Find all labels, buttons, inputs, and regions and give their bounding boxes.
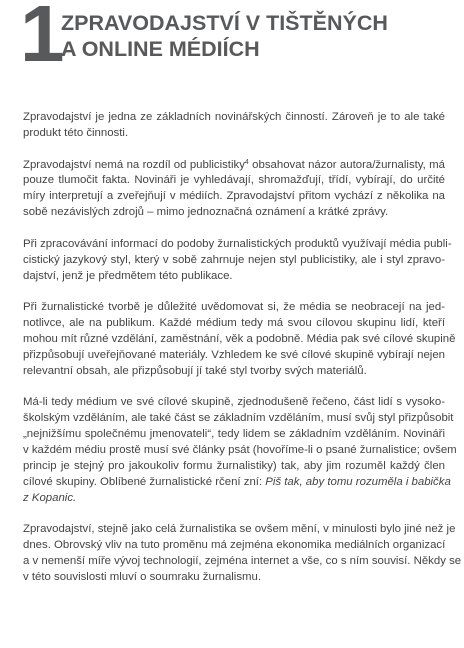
chapter-title — [61, 10, 451, 62]
text-line: produkt této činnosti. — [23, 126, 129, 139]
paragraph-3 — [23, 237, 452, 285]
paragraph-5 — [23, 395, 457, 506]
body-text — [23, 110, 462, 602]
text-line: dajství, jenž je předmětem této publikace. — [23, 269, 233, 282]
chapter-title-line-1: ZPRAVODAJSTVÍ V TIŠTĚNÝCH — [61, 11, 388, 35]
chapter-number: 1 — [20, 0, 63, 78]
text-line-start: Zpravodajství nemá na rozdíl od publicistiky — [23, 158, 245, 171]
italic-quote: Piš tak, aby tomu rozuměla i babička — [265, 475, 451, 488]
text-line: v každém médiu prostě musí své články psát (hovoříme-li o psané žurnalistice; ovšem — [23, 444, 457, 457]
text-line: notlivce, ale na publikum. Každé médium tedy má svou cílovou skupinu lidí, kteří — [23, 317, 445, 330]
italic-quote-end: z Kopanic. — [23, 491, 77, 504]
text-line: pouze tlumočit fakta. Novináři je vyhledávají, shromažďují, třídí, vybírají, do určité — [23, 174, 445, 187]
text-line: míry interpretují a zveřejňují v médiích. Zpravodajství přitom vychází z několika na — [23, 190, 445, 203]
paragraph-2 — [23, 158, 445, 222]
text-line: v této souvislosti mluví o soumraku žurnalismu. — [23, 571, 262, 584]
chapter-heading — [20, 2, 450, 82]
text-line: Má-li tedy médium ve své cílové skupině, zjednodušeně řečeno, část lidí s vysoko- — [23, 396, 445, 409]
paragraph-4 — [23, 300, 456, 380]
paragraph-1 — [23, 110, 445, 142]
text-line: sobě nezávislých zdrojů – mimo jednoznačná oznámení a krátké zprávy. — [23, 206, 389, 219]
text-line: princip je stejný pro jakoukoliv formu žurnalistiky) tak, aby jim rozuměl každý člen — [23, 460, 445, 473]
text-line: školským vzděláním, ale také část se základním vzděláním, musí svůj styl přizpůsobit — [23, 412, 454, 425]
text-line: Při zpracovávání informací do podoby žurnalistických produktů využívají média publi- — [23, 237, 452, 250]
text-line: „nejnižšímu společnému jmenovateli“, tedy lidem se základním vzděláním. Novináři — [23, 428, 445, 441]
text-line: Zpravodajství je jedna ze základních novinářských činností. Zároveň je to ale také — [23, 111, 445, 123]
text-line — [23, 475, 451, 491]
text-line: cistický jazykový styl, který v sobě zahrnuje nejen styl publicistiky, ale i styl zpravo- — [23, 253, 445, 266]
chapter-title-line-2: A ONLINE MÉDIÍCH — [61, 37, 260, 61]
text-line: Při žurnalistické tvorbě je důležité uvědomovat si, že média se neobracejí na jed- — [23, 301, 445, 314]
text-line: mohou mít různé vzdělání, zaměstnání, věk a podobně. Média pak své cílové skupině — [23, 333, 456, 346]
footnote-mark: 4 — [244, 158, 249, 166]
text-line: přizpůsobují uveřejňované materiály. Vzhledem ke své cílové skupině vybírají nejen — [23, 348, 445, 361]
text-line: a v nemenší míře vývoj technologií, zejména internet a vše, co s ním souvisí. Někdy se — [23, 555, 462, 568]
text-line: relevantní obsah, ale přizpůsobují jí také styl tvorby svých materiálů. — [23, 364, 367, 377]
text-line: Zpravodajství, stejně jako celá žurnalistika se ovšem mění, v minulosti bylo jiné než je — [23, 523, 456, 536]
text-line — [23, 491, 445, 507]
text-line-start: cílové skupiny. Oblíbené žurnalistické rčení zní: — [23, 475, 266, 488]
text-line-rest: obsahovat názor autora/žurnalisty, má — [248, 158, 445, 171]
text-line: dnes. Obrovský vliv na tuto proměnu má zejména ekonomika mediálních organizací — [23, 539, 446, 552]
text-line — [23, 158, 445, 174]
paragraph-6 — [23, 522, 462, 586]
